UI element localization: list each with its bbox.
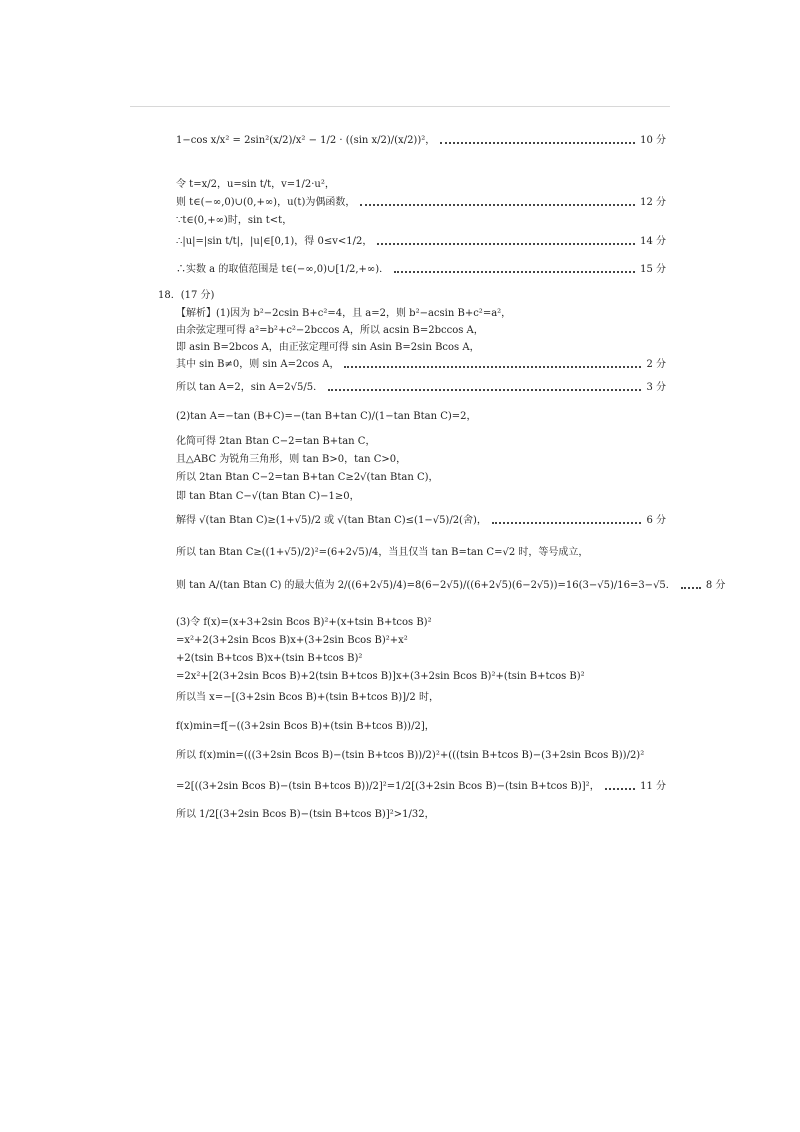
- solution-line: 其中 sin B≠0，则 sin A=2cos A， 2 分: [176, 358, 666, 370]
- score-leader: [328, 389, 641, 391]
- solution-line: 且△ABC 为锐角三角形，则 tan B>0，tan C>0，: [176, 453, 407, 465]
- solution-line: 所以 tan A=2，sin A=2√5/5． 3 分: [176, 381, 666, 393]
- score-leader: [492, 522, 642, 524]
- score-leader: [394, 271, 635, 273]
- solution-line: =2[((3+2sin Bcos B)−(tsin B+tcos B))/2]²=1/2[(3+2sin Bcos B)−(tsin B+tcos B)]²， 11 分: [176, 780, 666, 792]
- score-label: 3 分: [646, 381, 666, 393]
- solution-line: 由余弦定理可得 a²=b²+c²−2bccos A，所以 acsin B=2bccos A，: [176, 324, 484, 336]
- solution-line: 所以 1/2[(3+2sin Bcos B)−(tsin B+tcos B)]²>1/32，: [176, 808, 435, 820]
- solution-line: f(x)min=f[−((3+2sin Bcos B)+(tsin B+tcos B))/2]，: [176, 720, 435, 732]
- solution-line: 化简可得 2tan Btan C−2=tan B+tan C，: [176, 435, 376, 447]
- solution-line: 即 tan Btan C−√(tan Btan C)−1≥0，: [176, 490, 360, 502]
- score-leader: [440, 142, 635, 144]
- solution-line: 所以 tan Btan C≥((1+√5)/2)²=(6+2√5)/4，当且仅当 tan B=tan C=√2 时，等号成立，: [176, 546, 589, 558]
- score-leader: [377, 243, 635, 245]
- solution-line: 则 t∈(−∞,0)∪(0,+∞)，u(t)为偶函数， 12 分: [176, 196, 666, 208]
- solution-line: 解得 √(tan Btan C)≥(1+√5)/2 或 √(tan Btan C)≤(1−√5)/2(舍)， 6 分: [176, 514, 666, 526]
- score-leader: [360, 204, 635, 206]
- solution-line: =2x²+[2(3+2sin Bcos B)+2(tsin B+tcos B)]x+(3+2sin Bcos B)²+(tsin B+tcos B)²: [176, 670, 585, 682]
- solution-line: (2)tan A=−tan (B+C)=−(tan B+tan C)/(1−tan Btan C)=2，: [176, 410, 477, 422]
- solution-line: +2(tsin B+tcos B)x+(tsin B+tcos B)²: [176, 652, 363, 664]
- score-label: 8 分: [705, 579, 726, 591]
- score-label: 2 分: [646, 358, 666, 370]
- score-leader: [681, 587, 701, 589]
- solution-line: (3)令 f(x)=(x+3+2sin Bcos B)²+(x+tsin B+tcos B)²: [176, 616, 432, 628]
- solution-line: 【解析】(1)因为 b²−2csin B+c²=4，且 a=2，则 b²−acsin B+c²=a²，: [176, 307, 512, 319]
- solution-line: 所以 f(x)min=(((3+2sin Bcos B)−(tsin B+tcos B))/2)²+(((tsin B+tcos B)−(3+2sin Bcos B))/2)²: [176, 749, 645, 761]
- solution-line: 令 t=x/2，u=sin t/t，v=1/2·u²，: [176, 178, 335, 190]
- solution-line: ∴实数 a 的取值范围是 t∈(−∞,0)∪[1/2,+∞)． 15 分: [176, 263, 666, 275]
- solution-line: 则 tan A/(tan Btan C) 的最大值为 2/((6+2√5)/4)=8(6−2√5)/((6+2√5)(6−2√5))=16(3−√5)/16=3−√5． 8 分: [176, 579, 726, 591]
- solution-line: ∴|u|=|sin t/t|，|u|∈[0,1)，得 0≤v<1/2， 14 分: [176, 235, 666, 247]
- solution-line: ∵t∈(0,+∞)时，sin t<t，: [176, 214, 293, 226]
- problem-heading: 18．(17 分): [158, 289, 215, 301]
- score-label: 11 分: [640, 780, 666, 792]
- solution-line: =x²+2(3+2sin Bcos B)x+(3+2sin Bcos B)²+x²: [176, 634, 408, 646]
- solution-line: 1−cos x/x² = 2sin²(x/2)/x² − 1/2 · ((sin x/2)/(x/2))²， 10 分: [176, 134, 666, 146]
- score-label: 6 分: [646, 514, 666, 526]
- score-label: 15 分: [640, 263, 666, 275]
- score-label: 14 分: [640, 235, 666, 247]
- solution-line: 所以当 x=−[(3+2sin Bcos B)+(tsin B+tcos B)]/2 时，: [176, 691, 439, 703]
- solution-line: 所以 2tan Btan C−2=tan B+tan C≥2√(tan Btan C)，: [176, 471, 439, 483]
- top-rule: [130, 106, 670, 107]
- score-leader: [344, 366, 641, 368]
- solution-line: 即 asin B=2bcos A，由正弦定理可得 sin Asin B=2sin Bcos A，: [176, 341, 480, 353]
- score-label: 10 分: [640, 134, 666, 146]
- score-leader: [605, 788, 635, 790]
- score-label: 12 分: [640, 196, 666, 208]
